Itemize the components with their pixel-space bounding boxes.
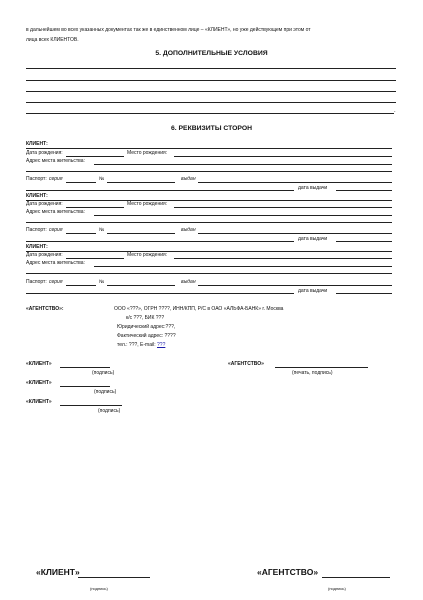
- address-field[interactable]: [94, 164, 392, 165]
- birth-place-field[interactable]: [174, 258, 392, 259]
- client-header-line: [26, 251, 392, 252]
- number-field[interactable]: [107, 233, 175, 234]
- address-label: Адрес места жительства:: [26, 158, 85, 164]
- address-field-extra[interactable]: [26, 222, 392, 223]
- birth-place-label: Место рождения:: [127, 150, 168, 156]
- birth-date-field[interactable]: [66, 207, 124, 208]
- passport-label: Паспорт:: [26, 227, 47, 233]
- footer-sign-hint: (подпись): [90, 586, 108, 591]
- address-field-extra[interactable]: [26, 273, 392, 274]
- birth-place-field[interactable]: [174, 207, 392, 208]
- issue-date-field[interactable]: [336, 293, 392, 294]
- series-label: серия: [49, 279, 63, 285]
- section-6-title: 6. РЕКВИЗИТЫ СТОРОН: [170, 125, 253, 132]
- issue-date-field[interactable]: [336, 190, 392, 191]
- issued-by-field[interactable]: [198, 285, 392, 286]
- intro-line-1: в дальнейшем во всех указанных документах так же в единственном лице – «КЛИЕНТ», но уже действующем при этом от: [26, 27, 311, 33]
- series-label: серия: [49, 176, 63, 182]
- passport-label: Паспорт:: [26, 176, 47, 182]
- address-field-extra[interactable]: [26, 171, 392, 172]
- stamp-sign-hint: (печать, подпись): [292, 370, 333, 376]
- conditions-line: [26, 91, 396, 92]
- footer-client-signature-line[interactable]: [78, 577, 150, 578]
- series-label: серия: [49, 227, 63, 233]
- section-5-title: 5. ДОПОЛНИТЕЛЬНЫЕ УСЛОВИЯ: [155, 50, 268, 57]
- agency-signature-line[interactable]: [275, 367, 368, 368]
- birth-place-field[interactable]: [174, 156, 392, 157]
- issued-by-label: выдан: [181, 227, 196, 233]
- client-header-line: [26, 200, 392, 201]
- birth-date-label: Дата рождения:: [26, 252, 63, 258]
- birth-date-label: Дата рождения:: [26, 201, 63, 207]
- conditions-line: [26, 102, 396, 103]
- client-header: КЛИЕНТ:: [26, 141, 48, 147]
- conditions-line: [26, 80, 396, 81]
- issue-date-field[interactable]: [336, 241, 392, 242]
- client-signature-line[interactable]: [60, 367, 110, 368]
- address-label: Адрес места жительства:: [26, 260, 85, 266]
- sign-hint: (подпись): [98, 408, 121, 414]
- series-field[interactable]: [66, 233, 96, 234]
- number-field[interactable]: [107, 285, 175, 286]
- number-label: №: [99, 279, 105, 285]
- address-label: Адрес места жительства:: [26, 209, 85, 215]
- issued-by-field[interactable]: [198, 182, 392, 183]
- agency-line-1: ООО «???», ОГРН ????, ИНН/КПП, Р/С в ОАО «АЛЬФА-БАНК» г. Москва: [114, 306, 284, 312]
- client-signature-line[interactable]: [60, 386, 110, 387]
- birth-date-field[interactable]: [66, 156, 124, 157]
- conditions-end-mark: .: [394, 108, 396, 114]
- birth-date-label: Дата рождения:: [26, 150, 63, 156]
- birth-place-label: Место рождения:: [127, 252, 168, 258]
- issued-by-field-extra[interactable]: [26, 190, 294, 191]
- series-field[interactable]: [66, 182, 96, 183]
- issued-by-field-extra[interactable]: [26, 293, 294, 294]
- client-signature-line[interactable]: [60, 405, 122, 406]
- issue-date-label: дата выдачи: [298, 185, 328, 191]
- agency-line-5: [117, 342, 165, 348]
- footer-agency-signature-line[interactable]: [322, 577, 390, 578]
- issued-by-label: выдан: [181, 176, 196, 182]
- issued-by-label: выдан: [181, 279, 196, 285]
- agency-line-2: к/с ???, БИК ???: [126, 315, 165, 321]
- client-header-line: [26, 148, 392, 149]
- issued-by-field[interactable]: [198, 233, 392, 234]
- footer-agency-signature-label: «АГЕНТСТВО»: [257, 567, 319, 577]
- number-label: №: [99, 227, 105, 233]
- number-label: №: [99, 176, 105, 182]
- agency-label: «АГЕНТСТВО»:: [26, 306, 64, 312]
- series-field[interactable]: [66, 285, 96, 286]
- client-signature-label: «КЛИЕНТ»: [26, 361, 52, 367]
- passport-label: Паспорт:: [26, 279, 47, 285]
- number-field[interactable]: [107, 182, 175, 183]
- agency-signature-label: «АГЕНТСТВО»: [228, 361, 264, 367]
- agency-email-link[interactable]: ???: [157, 342, 166, 348]
- footer-client-signature-label: «КЛИЕНТ»: [36, 567, 80, 577]
- client-signature-label: «КЛИЕНТ»: [26, 380, 52, 386]
- issued-by-field-extra[interactable]: [26, 241, 294, 242]
- issue-date-label: дата выдачи: [298, 288, 328, 294]
- address-field[interactable]: [94, 266, 392, 267]
- sign-hint: (подпись): [94, 389, 117, 395]
- issue-date-label: дата выдачи: [298, 236, 328, 242]
- client-signature-label: «КЛИЕНТ»: [26, 399, 52, 405]
- footer-sign-hint: (подпись): [328, 586, 346, 591]
- birth-place-label: Место рождения:: [127, 201, 168, 207]
- address-field[interactable]: [94, 215, 392, 216]
- agency-line-4: Фактический адрес: ????: [117, 333, 176, 339]
- client-header: КЛИЕНТ:: [26, 244, 48, 250]
- sign-hint: (подпись): [92, 370, 115, 376]
- agency-line-3: Юридический адрес:???,: [117, 324, 176, 330]
- birth-date-field[interactable]: [66, 258, 124, 259]
- conditions-line: [26, 113, 394, 114]
- intro-line-2: лица всех КЛИЕНТОВ.: [26, 37, 79, 43]
- agency-contact-text: тел.: ???, E-mail:: [117, 342, 156, 348]
- conditions-line: [26, 68, 396, 69]
- client-header: КЛИЕНТ:: [26, 193, 48, 199]
